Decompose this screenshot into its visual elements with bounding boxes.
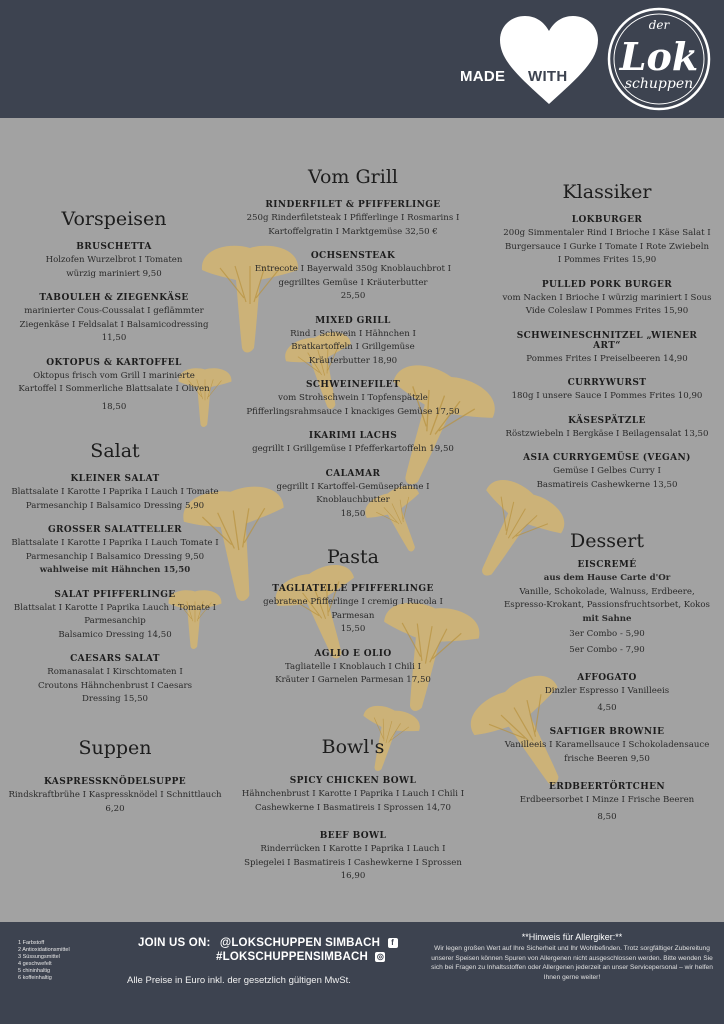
item-combo-3: 3er Combo - 5,90 — [569, 629, 645, 639]
menu-item — [10, 525, 220, 578]
menu-item — [240, 831, 466, 884]
menu-item — [10, 590, 220, 643]
item-name: CAESARS SALAT — [70, 654, 160, 664]
item-desc: gegrillt I Kartoffel-Gemüsepfanne I Knoblauchbutter — [276, 481, 430, 505]
item-name: KASPRESSKNÖDELSUPPE — [43, 777, 187, 787]
item-name: TAGLIATELLE PFIFFERLINGE — [272, 584, 434, 594]
menu-item — [6, 777, 224, 816]
item-option-text: wahlweise mit Hähnchen 15,50 — [39, 565, 191, 575]
hashtag[interactable]: #LOKSCHUPPENSIMBACH — [216, 951, 369, 963]
menu-item — [502, 560, 712, 657]
item-combo-5: 5er Combo - 7,90 — [569, 644, 645, 655]
item-price: 18,50 — [101, 401, 127, 412]
item-name: GROSSER SALATTELLER — [47, 525, 183, 535]
menu-item — [502, 782, 712, 824]
item-desc: Entrecote I Bayerwald 350g Knoblauchbrot I gegrilltes Gemüse I Kräuterbutter — [254, 264, 452, 288]
item-name: ASIA CURRYGEMÜSE (VEGAN) — [523, 453, 691, 463]
allergen-item: 3 Süssungsmittel — [18, 954, 60, 960]
section-title: Salat — [90, 440, 140, 462]
item-desc: Blattsalate I Karotte I Paprika I Lauch I Tomate Parmesanchip I Balsamico Dressing 5,90 — [11, 487, 219, 511]
allergen-item: 2 Antioxidationsmittel — [18, 947, 70, 953]
allergen-item: 4 geschwefelt — [18, 961, 52, 967]
section-klassiker — [502, 181, 712, 504]
logo-schuppen: schuppen — [624, 76, 694, 92]
made-label: MADE — [460, 68, 506, 85]
item-name: KÄSESPÄTZLE — [568, 415, 646, 426]
menu-item — [502, 215, 712, 268]
section-title: Klassiker — [562, 181, 652, 203]
item-name: LOKBURGER — [571, 215, 643, 225]
item-desc: 250g Rinderfiletsteak I Pfifferlinge I Rosmarins I Kartoffelgratin I Marktgemüse 32,50 € — [246, 213, 460, 237]
item-price: 8,50 — [597, 811, 617, 822]
item-name: KLEINER SALAT — [70, 474, 160, 484]
item-name: RINDERFILET & PFIFFERLINGE — [265, 200, 441, 210]
menu-item — [242, 380, 464, 419]
item-desc: Dinzler Espresso I Vanilleeis — [544, 686, 670, 696]
menu-item — [242, 200, 464, 239]
menu-item — [242, 251, 464, 304]
item-name: CALAMAR — [325, 468, 381, 479]
item-name: BRUSCHETTA — [76, 242, 152, 252]
menu-item — [242, 316, 464, 369]
social-handle[interactable]: @LOKSCHUPPEN SIMBACH — [219, 937, 381, 949]
item-name: AFFOGATO — [577, 673, 637, 683]
menu-item — [502, 378, 712, 404]
item-desc: vom Nacken I Brioche I würzig mariniert I Sous Vide Coleslaw I Pommes Frites 15,90 — [502, 292, 712, 316]
allergy-notice-title: **Hinweis für Allergiker:** — [521, 932, 623, 942]
section-title: Dessert — [570, 530, 644, 552]
instagram-icon[interactable]: ◎ — [376, 951, 385, 961]
item-option — [10, 564, 220, 578]
item-desc2: Balsamico Dressing 14,50 — [58, 629, 172, 640]
item-sub — [502, 572, 712, 586]
item-desc: Oktopus frisch vom Grill I marinierte Kartoffel I Sommerliche Blattsalate I Oliven — [18, 370, 210, 394]
item-desc: marinierter Cous-Coussalat I geflämmter Ziegenkäse I Feldsalat I Balsamicodressing 11,50 — [19, 306, 209, 343]
allergen-item: 1 Farbstoff — [18, 940, 45, 946]
allergen-item: 6 koffeinhaltig — [18, 975, 52, 981]
section-title: Vom Grill — [308, 166, 398, 188]
item-desc: Vanilleeis I Karamellsauce I Schokoladensauce frische Beeren 9,50 — [504, 740, 710, 764]
item-price: 4,50 — [597, 702, 617, 713]
item-name: SPICY CHICKEN BOWL — [289, 776, 417, 786]
item-desc: Gemüse I Gelbes Curry I Basmatireis Cashewkerne 13,50 — [536, 466, 678, 490]
menu-item — [6, 242, 222, 281]
item-name: MIXED GRILL — [315, 315, 391, 326]
menu-item — [6, 358, 222, 415]
item-name: SCHWEINEFILET — [305, 380, 401, 390]
item-name: SAFTIGER BROWNIE — [549, 727, 665, 737]
menu-item — [242, 469, 464, 522]
footer-bar — [0, 922, 724, 1024]
item-desc: 180g I unsere Sauce I Pommes Frites 10,90 — [511, 391, 703, 401]
header-bar — [0, 0, 724, 118]
hashtag-row — [216, 951, 385, 963]
item-desc: Rind I Schwein I Hähnchen I Bratkartoffeln I Grillgemüse Kräuterbutter 18,90 — [290, 328, 416, 366]
menu-item — [10, 474, 220, 513]
with-label: WITH — [528, 68, 568, 85]
section-title: Bowl's — [321, 736, 385, 758]
item-desc: Blattsalat I Karotte I Paprika Lauch I Tomate I Parmesanchip — [13, 602, 217, 626]
item-desc: gebratene Pfifferlinge I cremig I Rucola I Parmesan — [263, 597, 443, 621]
join-label: JOIN US ON: — [138, 937, 211, 949]
item-name: AGLIO E OLIO — [314, 648, 392, 659]
item-name: SALAT PFIFFERLINGE — [54, 589, 176, 600]
allergen-item: 5 chininhaltig — [18, 968, 51, 974]
item-sub2-text: mit Sahne — [582, 613, 632, 624]
section-grill — [242, 166, 464, 533]
menu-item — [10, 654, 220, 707]
item-sub2 — [502, 613, 712, 627]
item-desc: Erdbeersorbet I Minze I Frische Beeren — [519, 795, 695, 805]
section-title: Suppen — [78, 737, 152, 759]
section-dessert — [502, 530, 712, 836]
item-price: 15,50 — [340, 624, 366, 634]
item-name: PULLED PORK BURGER — [541, 279, 673, 290]
item-price: 25,50 — [340, 291, 366, 301]
prices-note: Alle Preise in Euro inkl. der gesetzlich gültigen MwSt. — [127, 975, 351, 986]
item-desc: Vanille, Schokolade, Walnuss, Erdbeere, Espresso-Krokant, Passionsfruchtsorbet, Kokos — [504, 586, 710, 610]
item-desc: vom Strohschwein I Topfenspätzle Pfifferlingsrahmsauce I knackiges Gemüse 17,50 — [246, 393, 460, 417]
menu-item — [242, 431, 464, 457]
section-salat — [10, 440, 220, 719]
item-name: BEEF BOWL — [319, 831, 387, 841]
section-vorspeisen — [6, 208, 222, 426]
logo-lok: Lok — [619, 34, 699, 79]
lokschuppen-logo — [606, 6, 712, 112]
item-name: OKTOPUS & KARTOFFEL — [46, 357, 182, 368]
item-name: IKARIMI LACHS — [308, 431, 398, 441]
allergy-notice-body: Wir legen großen Wert auf Ihre Sicherheit und Ihr Wohlbefinden. Trotz sorgfältiger Zubereitung unserer Speisen können Spuren von Allergenen nicht ausgeschlossen werden. Bitte wenden Sie sich bei Fragen zu Inhaltsstoffen oder Allergenen jederzeit an unser Servicepersonal – wir helfen Ihnen gerne weiter! — [431, 945, 713, 981]
menu-item — [502, 727, 712, 766]
section-suppen — [6, 737, 224, 828]
item-desc: Holzofen Wurzelbrot I Tomaten würzig mariniert 9,50 — [45, 255, 183, 279]
item-desc: Röstzwiebeln I Bergkäse I Beilagensalat 13,50 — [505, 428, 709, 439]
item-desc: Romanasalat I Kirschtomaten I Croutons Hähnchenbrust I Caesars Dressing 15,50 — [37, 667, 193, 704]
menu-item — [245, 649, 461, 688]
join-us — [138, 937, 398, 949]
item-desc: Rinderrücken I Karotte I Paprika I Lauch I Spiegelei I Basmatireis I Cashewkerne I Sprossen 16,90 — [244, 844, 462, 881]
menu-item — [240, 776, 466, 815]
item-price: 18,50 — [340, 508, 366, 519]
item-desc: Pommes Frites I Preiselbeeren 14,90 — [526, 353, 688, 364]
item-desc: 200g Simmentaler Rind I Brioche I Käse Salat I Burgersauce I Gurke I Tomate I Rote Zwiebeln I Pommes Frites 15,90 — [503, 228, 711, 265]
item-name: EISCREMÉ — [577, 560, 637, 570]
item-name: ERDBEERTÖRTCHEN — [548, 782, 666, 792]
item-desc: Blattsalate I Karotte I Paprika I Lauch Tomate I Parmesanchip I Balsamico Dressing 9,50 — [11, 538, 219, 562]
allergen-legend — [18, 940, 70, 982]
item-name: OCHSENSTEAK — [310, 251, 396, 261]
menu-item — [6, 293, 222, 346]
section-pasta — [245, 546, 461, 700]
facebook-icon[interactable]: f — [388, 938, 398, 948]
menu-item — [502, 453, 712, 492]
menu-item — [502, 331, 712, 367]
heart-icon — [498, 14, 600, 106]
menu-item — [502, 416, 712, 442]
item-desc: Tagliatelle I Knoblauch I Chili I Kräuter I Garnelen Parmesan 17,50 — [275, 661, 431, 685]
item-name: CURRYWURST — [567, 378, 647, 388]
item-name: SCHWEINESCHNITZEL „WIENER ART“ — [516, 330, 698, 351]
item-name: TABOULEH & ZIEGENKÄSE — [39, 293, 189, 303]
section-bowls — [240, 736, 466, 896]
section-title: Vorspeisen — [61, 208, 167, 230]
logo-der: der — [648, 18, 670, 32]
item-desc: Hähnchenbrust I Karotte I Paprika I Lauch I Chili I Cashewkerne I Basmatireis I Sprossen 14,70 — [241, 789, 465, 813]
section-title: Pasta — [327, 546, 379, 568]
menu-item — [502, 673, 712, 715]
item-desc: gegrillt I Grillgemüse I Pfefferkartoffeln 19,50 — [252, 444, 454, 454]
menu-item — [502, 280, 712, 319]
menu-item — [245, 584, 461, 637]
item-desc: Rindskraftbrühe I Kaspressknödel I Schnittlauch 6,20 — [8, 790, 222, 814]
item-sub-text: aus dem Hause Carte d'Or — [543, 573, 671, 583]
